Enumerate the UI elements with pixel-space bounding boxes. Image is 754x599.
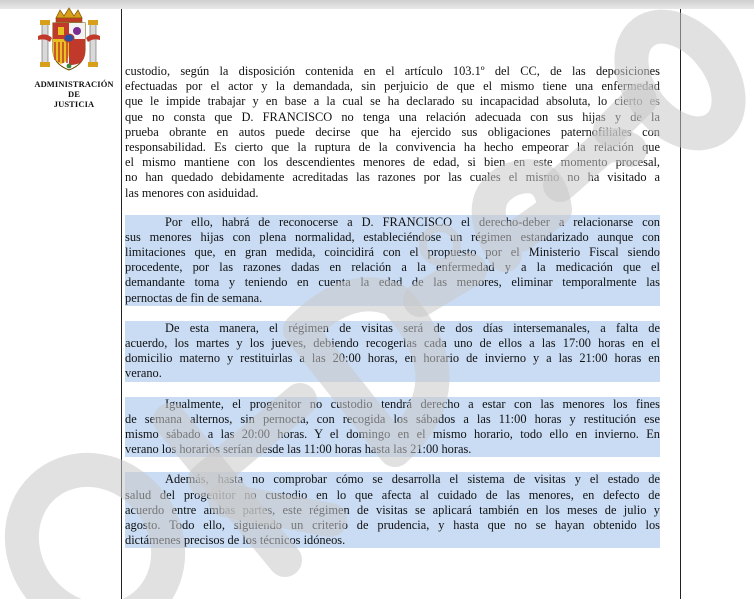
text-line <box>125 215 660 230</box>
right-margin-rule <box>680 9 681 599</box>
text-line <box>125 110 660 125</box>
text-line <box>125 245 660 260</box>
text-line <box>125 291 660 306</box>
body-text: que no consta que D. FRANCISCO no tenga una relación adecuada con sus hijas y de la <box>125 109 660 124</box>
body-text: el mismo mantiene con los descendientes menores de edad, si bien en este momento procesal, <box>125 155 660 170</box>
body-text: no han quedado debidamente acreditadas las razones por las cuales el mismo no ha visitado a <box>125 170 660 185</box>
spanish-coat-of-arms-icon <box>38 6 100 76</box>
issuer-line-3: JUSTICIA <box>53 99 95 109</box>
highlighted-text: domicilio materno y restituirlas a las 20:00 horas, en horario de invierno y a las 21:00 horas en <box>125 351 660 366</box>
body-text: que le impide trabajar y en base a la cual se ha declarado su incapacidad absoluta, lo cierto es <box>125 94 660 109</box>
document-body <box>125 64 660 548</box>
body-text: prueba obrante en autos puede decirse que ha ejercido sus obligaciones paternofiliales con <box>125 124 660 139</box>
text-line <box>125 79 660 94</box>
highlighted-text: salud del progenitor no custodio en lo que afecta al cuidado de las menores, en defecto de <box>125 487 660 502</box>
text-line <box>125 170 660 185</box>
paragraph <box>125 472 660 548</box>
text-line <box>125 140 660 155</box>
highlighted-text: demandante toma y teniendo en cuenta la edad de las menores, eliminar temporalmente las <box>125 275 660 290</box>
paragraph-gap <box>125 306 660 321</box>
text-line <box>125 336 660 351</box>
text-line <box>125 230 660 245</box>
issuer-label <box>24 79 124 109</box>
text-line <box>125 518 660 533</box>
highlighted-text: verano los horarios serían desde las 11:00 horas hasta las 21:00 horas. <box>125 442 472 457</box>
highlighted-text: De esta manera, el régimen de visitas será de dos días intersemanales, a falta de <box>165 320 660 335</box>
top-toolbar-strip <box>0 0 754 9</box>
paragraph <box>125 321 660 382</box>
text-line <box>125 397 660 412</box>
paragraph <box>125 397 660 458</box>
body-text: las menores con asiduidad. <box>125 185 259 200</box>
paragraph <box>125 64 660 201</box>
text-line <box>125 321 660 336</box>
text-line <box>125 186 660 201</box>
text-line <box>125 366 660 381</box>
highlighted-text: limitaciones que, en gran medida, coincidirá con el propuesto por el Ministerio Fiscal siendo <box>125 245 660 260</box>
highlighted-text: procedente, por las razones dadas en relación a la enfermedad y a la medicación que el <box>125 260 660 275</box>
text-line <box>125 472 660 487</box>
body-text: responsabilidad. Es cierto que la ruptura de la convivencia ha hecho empeorar la relación que <box>125 139 660 154</box>
highlighted-text: de semana alternos, sin pernocta, con recogida los sábados a las 11:00 horas y restitución ese <box>125 411 660 426</box>
highlighted-text: agosto. Todo ello, siguiendo un criterio de prudencia, y hasta que no se hayan obtenido los <box>125 517 660 532</box>
highlighted-text: dictámenes precisos de los técnicos idóneos. <box>125 533 346 548</box>
text-line <box>125 275 660 290</box>
highlighted-text: Igualmente, el progenitor no custodio tendrá derecho a estar con las menores los fines <box>165 396 660 411</box>
text-line <box>125 260 660 275</box>
text-line <box>125 94 660 109</box>
text-line <box>125 412 660 427</box>
highlighted-text: acuerdo, los martes y los jueves, debiendo recogerlas cada uno de ellos a las 17:00 horas en el <box>125 336 660 350</box>
issuer-line-1: ADMINISTRACIÓN <box>34 79 114 89</box>
text-line <box>125 488 660 503</box>
paragraph <box>125 215 660 306</box>
highlighted-text: sus menores hijas con plena normalidad, estableciéndose un régimen estandarizado aunque con <box>125 229 660 244</box>
highlighted-text: Además, hasta no comprobar cómo se desarrolla el sistema de visitas y el estado de <box>165 472 660 487</box>
highlighted-text: Por ello, habrá de reconocerse a D. FRANCISCO el derecho-deber a relacionarse con <box>165 214 660 229</box>
issuer-line-2: DE <box>67 89 80 99</box>
text-line <box>125 64 660 79</box>
text-line <box>125 351 660 366</box>
text-line <box>125 427 660 442</box>
text-line <box>125 503 660 518</box>
body-text: efectuadas por el actor y la demandada, sin perjuicio de que el mismo tiene una enfermedad <box>125 79 660 94</box>
highlighted-text: pernoctas de fin de semana. <box>125 290 263 305</box>
text-line <box>125 125 660 140</box>
highlighted-text: verano. <box>125 366 162 381</box>
text-line <box>125 442 660 457</box>
highlighted-text: mismo sábado a las 20:00 horas. Y el domingo en el mismo horario, todo ello en invierno. En <box>125 426 660 441</box>
paragraph-gap <box>125 382 660 397</box>
text-line <box>125 533 660 548</box>
paragraph-gap <box>125 457 660 472</box>
highlighted-text: acuerdo entre ambas partes, este régimen de visitas se aplicará también en los meses de julio y <box>125 502 660 517</box>
body-text: custodio, según la disposición contenida en el artículo 103.1º del CC, de las deposiciones <box>125 64 660 78</box>
text-line <box>125 155 660 170</box>
